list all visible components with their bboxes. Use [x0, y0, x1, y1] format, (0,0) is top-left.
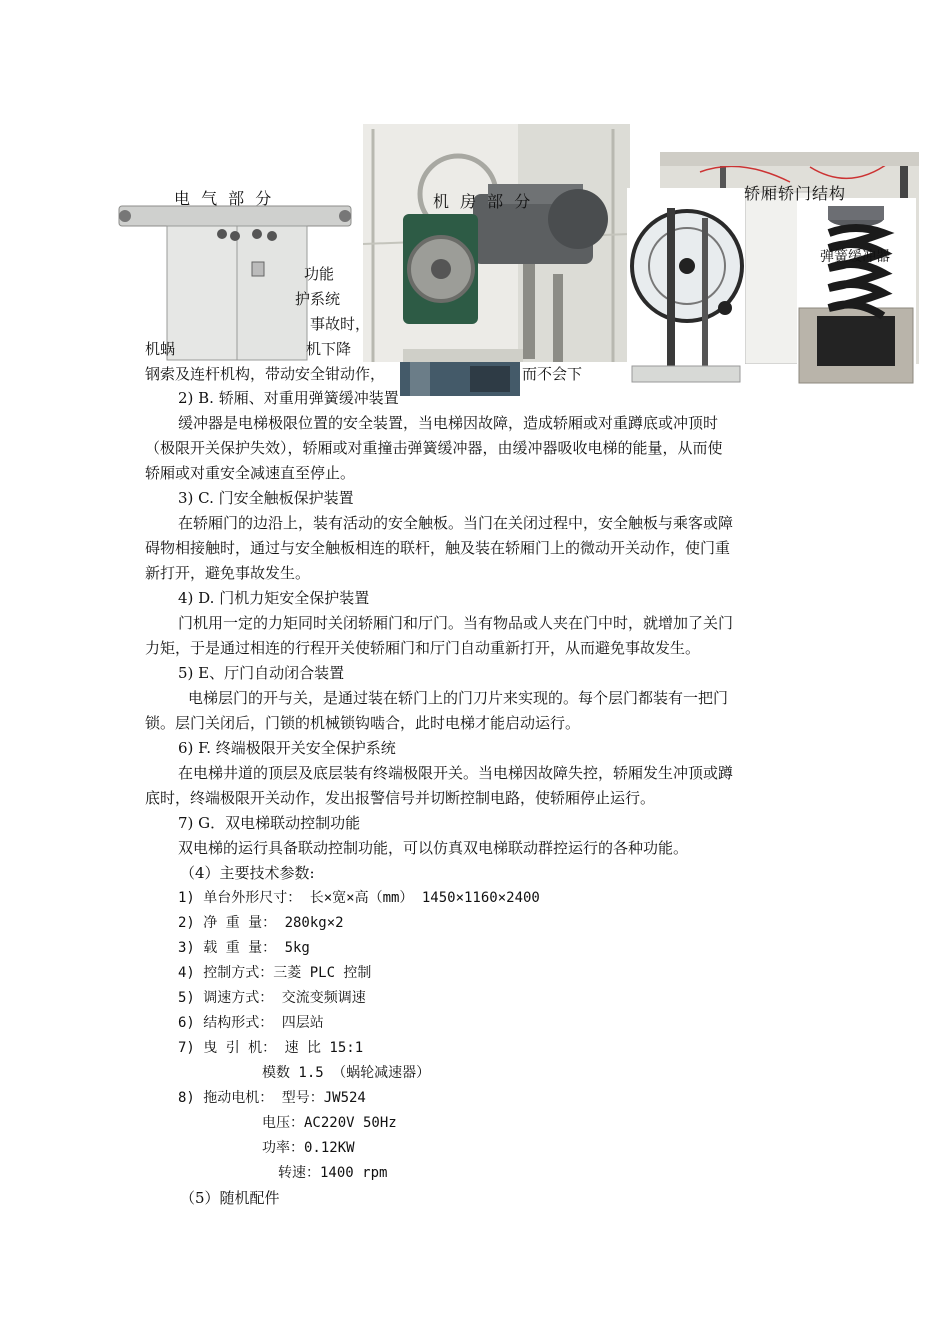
section-4-para: 力矩，于是通过相连的行程开关使轿厢门和厅门自动重新打开，从而避免事故发生。 — [145, 639, 701, 657]
partial-text-5b: 而不会下 — [522, 365, 583, 383]
governor-wheel-photo — [627, 188, 745, 385]
spec-item: 7) 曳 引 机： 速 比 15:1 — [178, 1040, 364, 1056]
section-4-title: 4) D. 门机力矩安全保护装置 — [178, 589, 370, 607]
spec-item: 模数 1.5 （蜗轮减速器） — [262, 1065, 431, 1081]
spec-item: 3) 载 重 量： 5kg — [178, 940, 310, 956]
spec-item: 4) 控制方式：三菱 PLC 控制 — [178, 965, 372, 981]
spec-item: 电压：AC220V 50Hz — [262, 1115, 397, 1131]
spring-buffer-photo — [797, 198, 916, 385]
section-7-title: 7) G．双电梯联动控制功能 — [178, 814, 361, 832]
spec-item: 6) 结构形式： 四层站 — [178, 1015, 324, 1031]
specs-heading: （4）主要技术参数: — [180, 864, 315, 882]
spec-item: 功率：0.12KW — [262, 1140, 355, 1156]
machine-room-photo — [363, 124, 630, 362]
component-photo — [400, 362, 520, 396]
section-6-title: 6) F. 终端极限开关安全保护系统 — [178, 739, 396, 757]
section-6-para: 底时，终端极限开关动作，发出报警信号并切断控制电路，使轿厢停止运行。 — [145, 789, 656, 807]
section-5-para: 电梯层门的开与关，是通过装在轿门上的门刀片来实现的。每个层门都装有一把门 — [188, 689, 729, 707]
partial-text-1: 功能 — [304, 265, 335, 283]
partial-text-4a: 机蜗 — [145, 340, 176, 358]
spec-item: 5) 调速方式： 交流变频调速 — [178, 990, 366, 1006]
partial-text-4b: 机下降 — [306, 340, 352, 358]
partial-text-3: 事故时， — [310, 315, 371, 333]
caption-machine-room: 机 房 部 分 — [433, 192, 534, 211]
section-6-para: 在电梯井道的顶层及底层装有终端极限开关。当电梯因故障失控，轿厢发生冲顶或蹲 — [178, 764, 734, 782]
spec-item: 8) 拖动电机： 型号：JW524 — [178, 1090, 366, 1106]
section-7-para: 双电梯的运行具备联动控制功能，可以仿真双电梯联动群控运行的各种功能。 — [178, 839, 689, 857]
section-4-para: 门机用一定的力矩同时关闭轿厢门和厅门。当有物品或人夹在门中时，就增加了关门 — [178, 614, 734, 632]
section-2-para: 轿厢或对重安全减速直至停止。 — [145, 464, 356, 482]
partial-text-5a: 钢索及连杆机构，带动安全钳动作， — [145, 365, 386, 383]
spec-item: 2) 净 重 量： 280kg×2 — [178, 915, 344, 931]
spec-item: 1) 单台外形尺寸： 长×宽×高（mm） 1450×1160×2400 — [178, 890, 540, 906]
section-2-title: 2) B. 轿厢、对重用弹簧缓冲装置 — [178, 389, 399, 407]
section-3-para: 新打开，避免事故发生。 — [145, 564, 311, 582]
caption-car-door: 轿厢轿门结构 — [744, 184, 847, 203]
section-3-title: 3) C. 门安全触板保护装置 — [178, 489, 354, 507]
section-2-para: （极限开关保护失效），轿厢或对重撞击弹簧缓冲器，由缓冲器吸收电梯的能量，从而使 — [145, 439, 723, 457]
caption-electric: 电 气 部 分 — [174, 189, 275, 208]
section-5-title: 5) E、厅门自动闭合装置 — [178, 664, 345, 682]
partial-text-2: 护系统 — [295, 290, 341, 308]
section-3-para: 碍物相接触时，通过与安全触板相连的联杆，触及装在轿厢门上的微动开关动作，使门重 — [145, 539, 731, 557]
section-3-para: 在轿厢门的边沿上，装有活动的安全触板。当门在关闭过程中，安全触板与乘客或障 — [178, 514, 734, 532]
section-5-para: 锁。层门关闭后，门锁的机械锁钩啮合，此时电梯才能启动运行。 — [145, 714, 581, 732]
spec-item: 转速：1400 rpm — [278, 1165, 388, 1181]
caption-spring-buffer: 弹簧缓冲器 — [820, 249, 890, 265]
section-2-para: 缓冲器是电梯极限位置的安全装置，当电梯因故障，造成轿厢或对重蹲底或冲顶时 — [178, 414, 719, 432]
accessories-heading: （5）随机配件 — [180, 1189, 280, 1207]
